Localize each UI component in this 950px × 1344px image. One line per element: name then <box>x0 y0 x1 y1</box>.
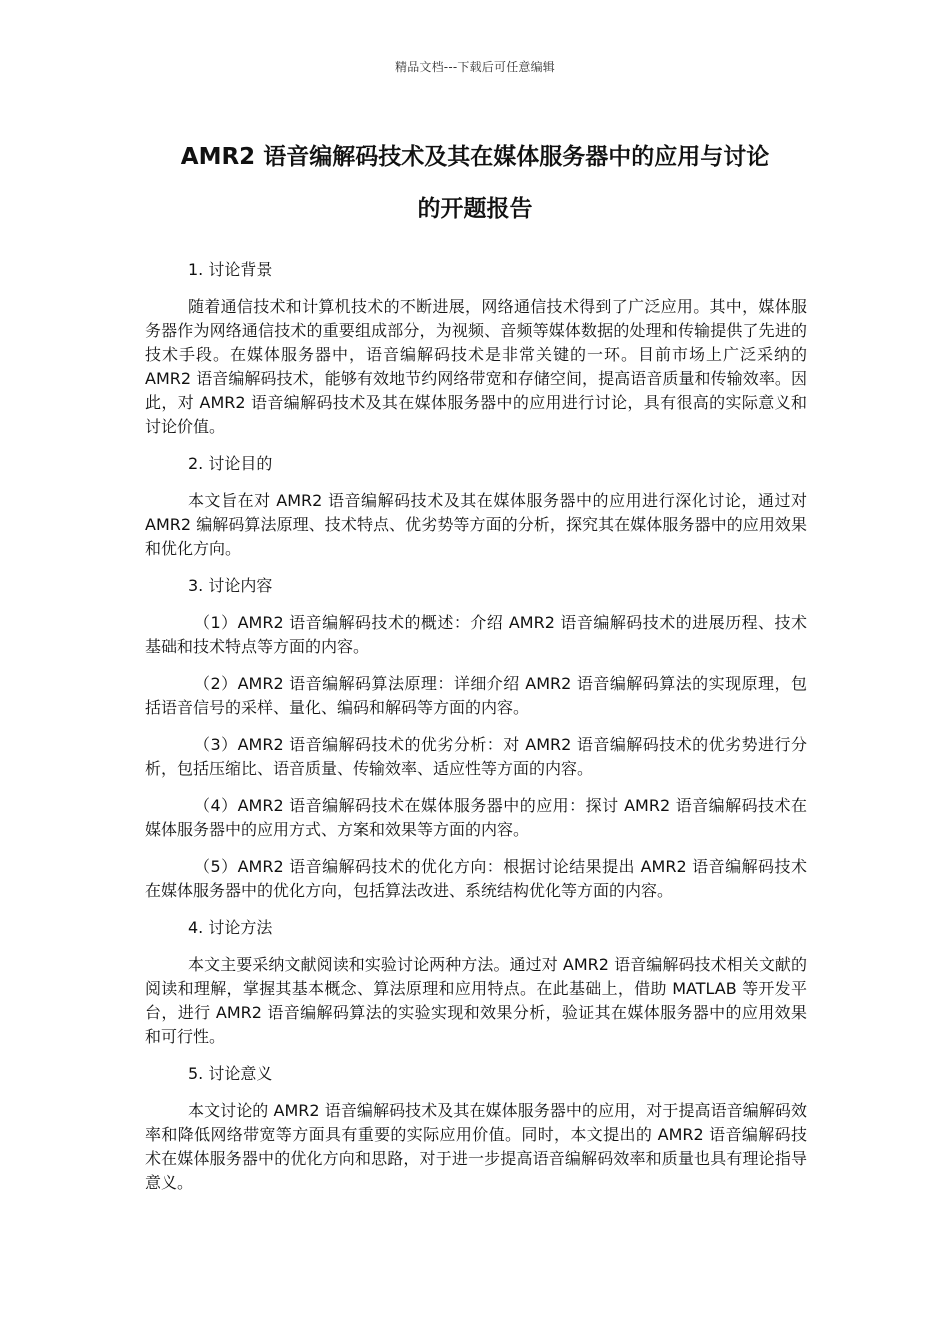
page-header: 精品文档---下载后可任意编辑 <box>395 60 555 74</box>
paragraph-background: 随着通信技术和计算机技术的不断进展，网络通信技术得到了广泛应用。其中，媒体服务器作为网络通信技术的重要组成部分，为视频、音频等媒体数据的处理和传输提供了先进的技术手段。在媒体服务器中，语音编解码技术是非常关键的一环。目前市场上广泛采纳的 AMR2 语音编解码技术，能够有效地节约网络带宽和存储空间，提高语音质量和传输效率。因此，对 AMR2 语音编解码技术及其在媒体服务器中的应用进行讨论，具有很高的实际意义和讨论价值。 <box>145 297 807 436</box>
section-heading-method: 4. 讨论方法 <box>188 918 273 937</box>
paragraph-method: 本文主要采纳文献阅读和实验讨论两种方法。通过对 AMR2 语音编解码技术相关文献的阅读和理解，掌握其基本概念、算法原理和应用特点。在此基础上，借助 MATLAB 等开发平台，进行 AMR2 语音编解码算法的实验实现和效果分析，验证其在媒体服务器中的应用效果和可行性。 <box>145 955 807 1046</box>
document-title-line-2: 的开题报告 <box>417 196 533 222</box>
content-item-2: （2）AMR2 语音编解码算法原理：详细介绍 AMR2 语音编解码算法的实现原理，包括语音信号的采样、量化、编码和解码等方面的内容。 <box>145 674 807 717</box>
content-item-5: （5）AMR2 语音编解码技术的优化方向：根据讨论结果提出 AMR2 语音编解码技术在媒体服务器中的优化方向，包括算法改进、系统结构优化等方面的内容。 <box>145 857 807 900</box>
content-item-1: （1）AMR2 语音编解码技术的概述：介绍 AMR2 语音编解码技术的进展历程、技术基础和技术特点等方面的内容。 <box>145 613 807 656</box>
section-heading-background: 1. 讨论背景 <box>188 260 273 279</box>
section-heading-purpose: 2. 讨论目的 <box>188 454 273 473</box>
paragraph-purpose: 本文旨在对 AMR2 语音编解码技术及其在媒体服务器中的应用进行深化讨论，通过对 AMR2 编解码算法原理、技术特点、优劣势等方面的分析，探究其在媒体服务器中的应用效果和优化方向。 <box>145 491 807 558</box>
content-item-3: （3）AMR2 语音编解码技术的优劣分析：对 AMR2 语音编解码技术的优劣势进行分析，包括压缩比、语音质量、传输效率、适应性等方面的内容。 <box>145 735 807 778</box>
section-heading-significance: 5. 讨论意义 <box>188 1064 273 1083</box>
document-body <box>145 258 807 1208</box>
content-item-4: （4）AMR2 语音编解码技术在媒体服务器中的应用：探讨 AMR2 语音编解码技术在媒体服务器中的应用方式、方案和效果等方面的内容。 <box>145 796 807 839</box>
paragraph-significance: 本文讨论的 AMR2 语音编解码技术及其在媒体服务器中的应用，对于提高语音编解码效率和降低网络带宽等方面具有重要的实际应用价值。同时，本文提出的 AMR2 语音编解码技术在媒体服务器中的优化方向和思路，对于进一步提高语音编解码效率和质量也具有理论指导意义。 <box>145 1101 807 1192</box>
document-title-line-1: AMR2 语音编解码技术及其在媒体服务器中的应用与讨论 <box>180 144 770 170</box>
section-heading-content: 3. 讨论内容 <box>188 576 273 595</box>
